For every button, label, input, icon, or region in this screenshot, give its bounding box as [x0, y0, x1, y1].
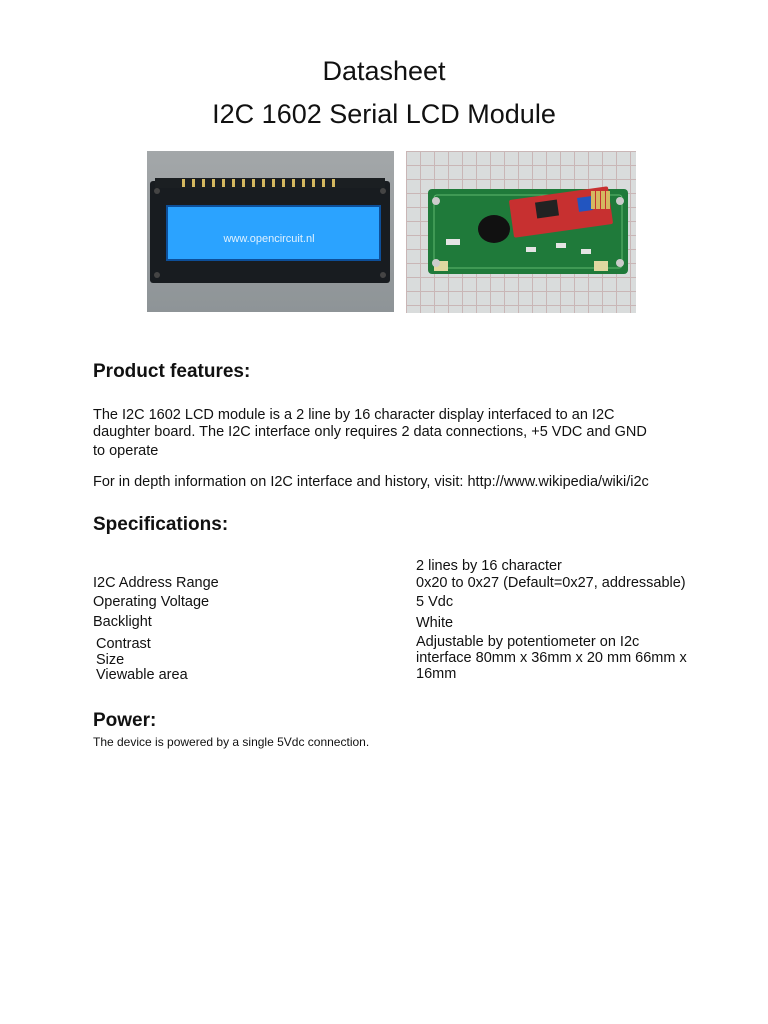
spec-value-contrast: Adjustable by potentiometer on I2c: [416, 634, 640, 650]
features-paragraph-line-2: daughter board. The I2C interface only requires 2 data connections, +5 VDC and GND: [93, 424, 647, 440]
spec-label-size: Size: [96, 652, 125, 668]
spec-value-backlight: White: [416, 615, 454, 631]
spec-value-address-range: 0x20 to 0x27 (Default=0x27, addressable): [416, 575, 686, 591]
i2c-backpack-photo: [406, 151, 636, 313]
lcd-screen-text: www.opencircuit.nl: [223, 233, 315, 245]
spec-value-display: 2 lines by 16 character: [416, 558, 562, 574]
spec-label-address-range: I2C Address Range: [93, 575, 219, 591]
power-heading: Power:: [93, 710, 157, 731]
spec-label-viewable-area: Viewable area: [96, 667, 188, 683]
features-info-text: For in depth information on I2C interface and history, visit: http://www.wikipedia/wiki/i2c: [93, 474, 649, 490]
spec-value-size: interface 80mm x 36mm x 20 mm 66mm x: [416, 650, 687, 666]
spec-value-operating-voltage: 5 Vdc: [416, 594, 454, 610]
power-text: The device is powered by a single 5Vdc connection.: [93, 735, 370, 749]
spec-label-operating-voltage: Operating Voltage: [93, 594, 210, 610]
i2c-backpack-icon: [406, 151, 636, 313]
features-heading: Product features:: [93, 361, 251, 382]
features-paragraph-line-1: The I2C 1602 LCD module is a 2 line by 16 character display interfaced to an I2C: [93, 407, 615, 423]
lcd-front-icon: [147, 151, 394, 312]
spec-label-backlight: Backlight: [93, 614, 152, 630]
spec-label-contrast: Contrast: [96, 636, 151, 652]
features-paragraph-line-3: to operate: [93, 443, 159, 459]
specifications-heading: Specifications:: [93, 514, 229, 535]
lcd-front-photo: [147, 151, 394, 312]
document-title: Datasheet: [322, 56, 446, 86]
document-subtitle: I2C 1602 Serial LCD Module: [212, 99, 556, 129]
spec-value-viewable-area: 16mm: [416, 666, 457, 682]
